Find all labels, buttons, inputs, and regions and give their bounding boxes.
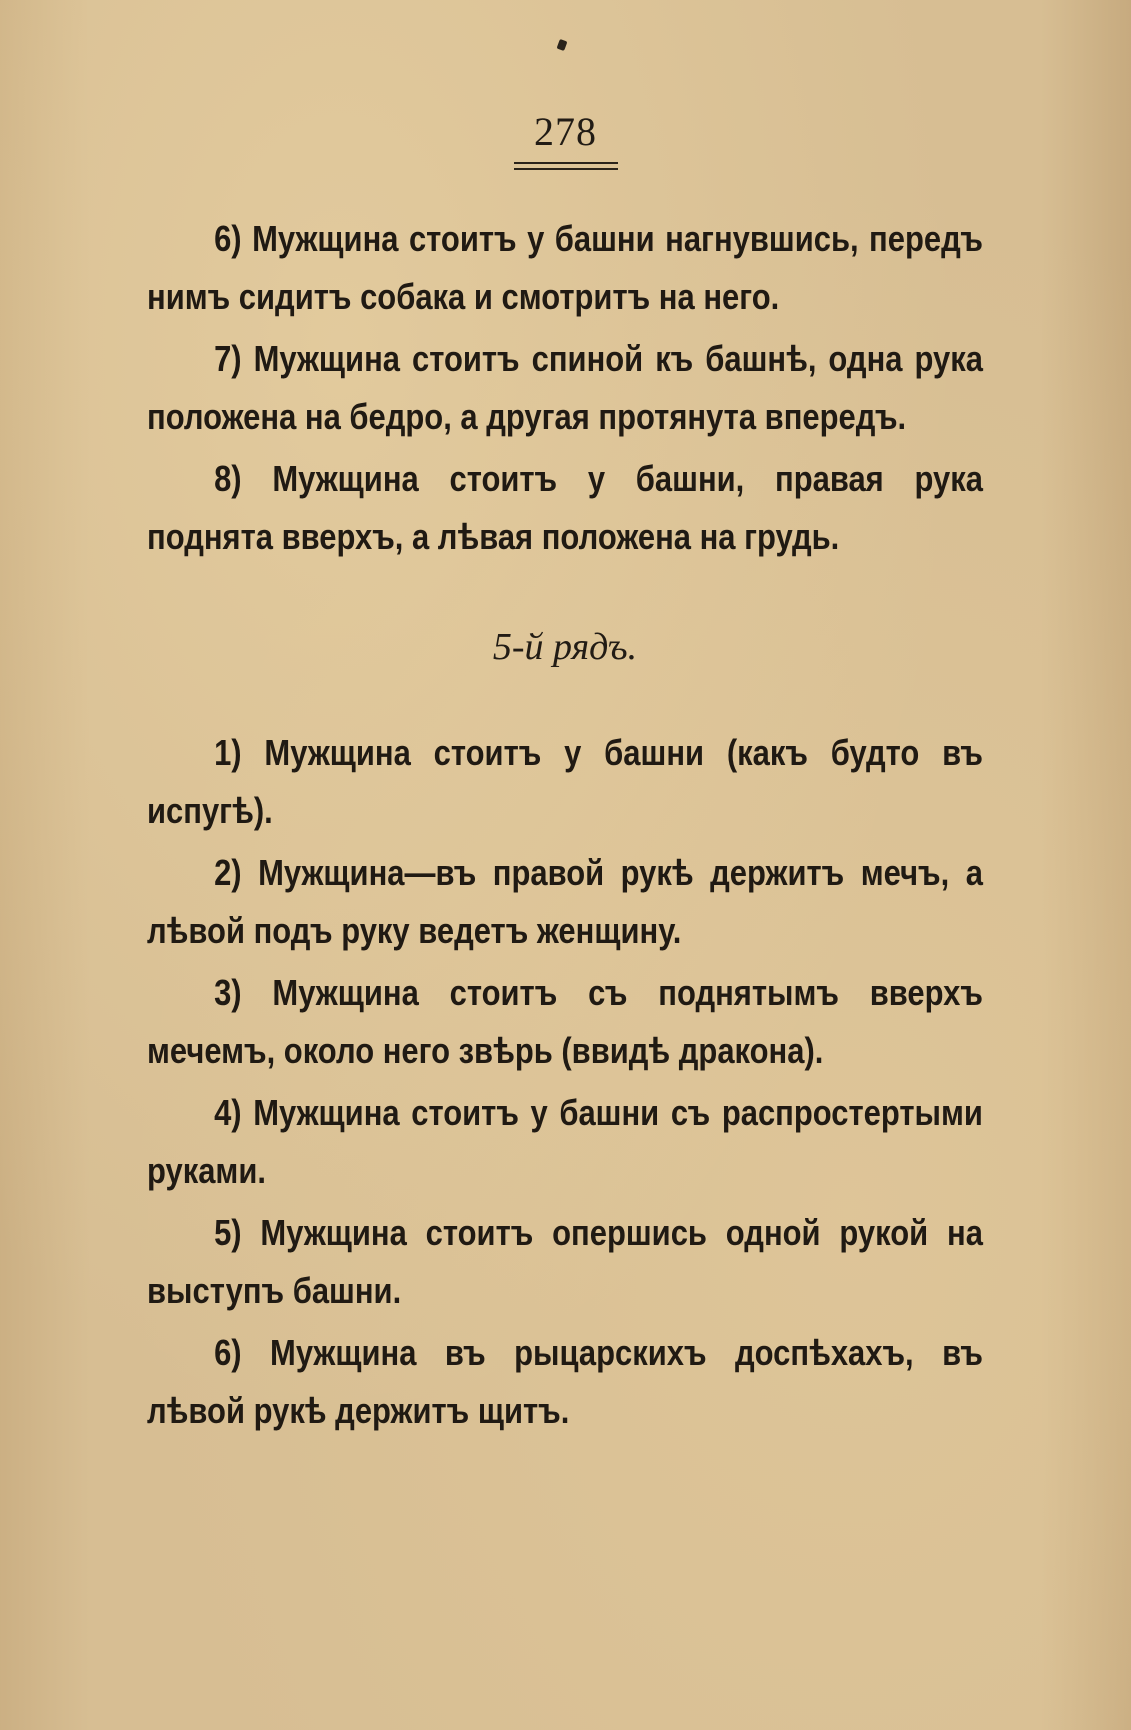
list-item: 8) Мужщина стоитъ у башни, правая рука поднята вверхъ, а лѣвая положена на грудь. bbox=[147, 458, 983, 557]
ink-spot bbox=[557, 39, 568, 51]
list-item: 7) Мужщина стоитъ спиной къ башнѣ, одна рука положена на бедро, а другая протянута впередъ. bbox=[147, 338, 983, 437]
header-rule-top bbox=[514, 162, 618, 164]
header-rule-bottom bbox=[514, 168, 618, 170]
section-heading: 5-й рядъ. bbox=[492, 626, 638, 668]
list-item: 5) Мужщина стоитъ опершись одной рукой на выступъ башни. bbox=[147, 1212, 983, 1311]
list-item: 1) Мужщина стоитъ у башни (какъ будто въ испугѣ). bbox=[147, 732, 983, 831]
page-content bbox=[147, 210, 983, 1444]
list-item: 4) Мужщина стоитъ у башни съ распростертыми руками. bbox=[147, 1092, 983, 1191]
list-item: 3) Мужщина стоитъ съ поднятымъ вверхъ мечемъ, около него звѣрь (ввидѣ дракона). bbox=[147, 972, 983, 1071]
list-item: 2) Мужщина—въ правой рукѣ держитъ мечъ, а лѣвой подъ руку ведетъ женщину. bbox=[147, 852, 983, 951]
page-number: 278 bbox=[534, 109, 597, 154]
list-item: 6) Мужщина въ рыцарскихъ доспѣхахъ, въ лѣвой рукѣ держитъ щитъ. bbox=[147, 1332, 983, 1431]
list-item: 6) Мужщина стоитъ у башни нагнувшись, передъ нимъ сидитъ собака и смотритъ на него. bbox=[147, 218, 983, 317]
